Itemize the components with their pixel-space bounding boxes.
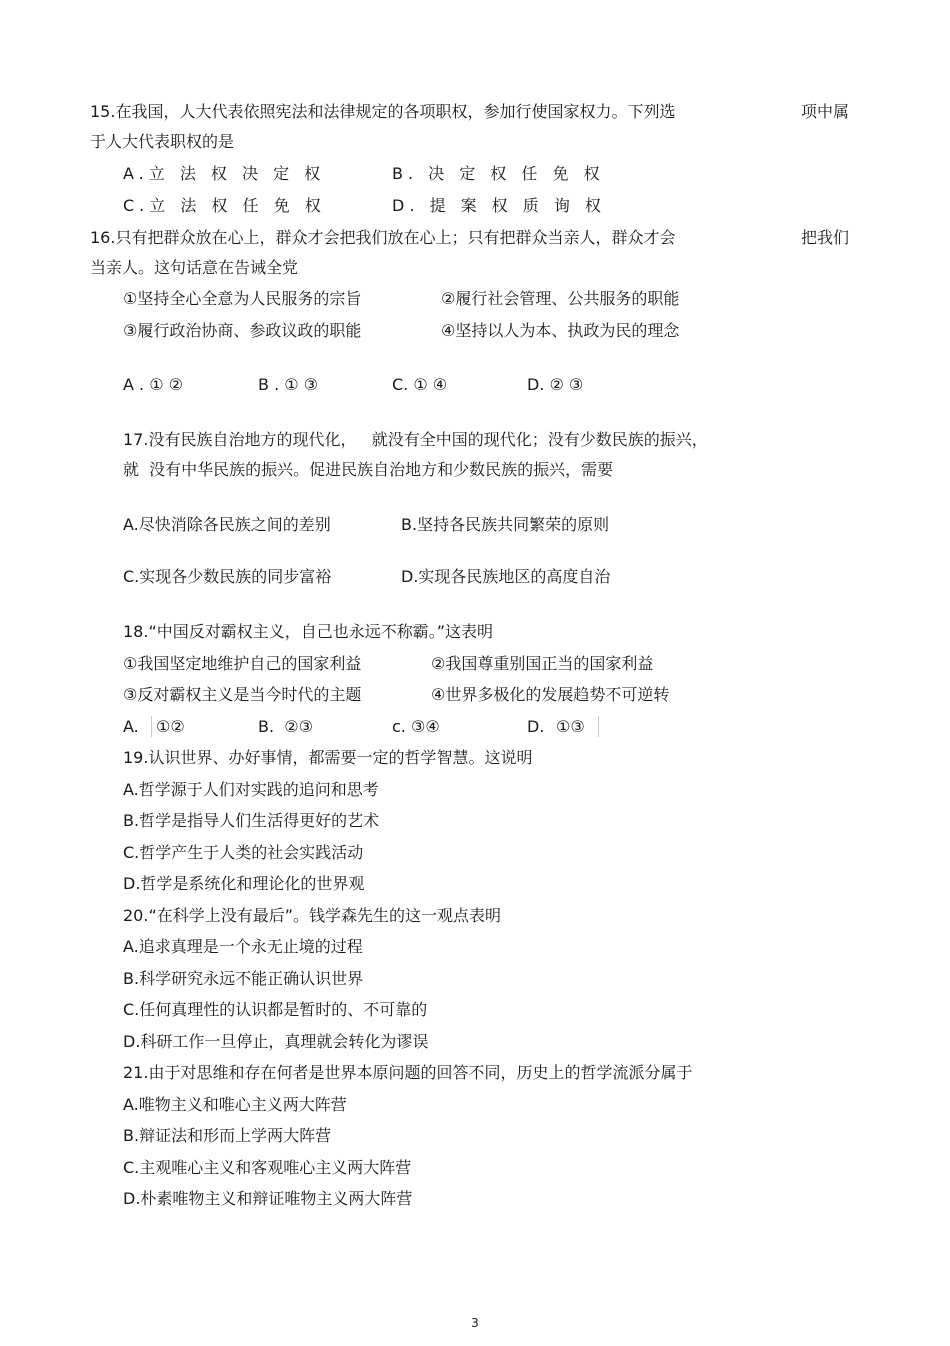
q16-option-d: D. ② ③ xyxy=(527,375,584,394)
q21-option-a: A.唯物主义和唯心主义两大阵营 xyxy=(123,1095,347,1114)
q16-option-b: B . ① ③ xyxy=(258,375,319,394)
q17-option-a: A.尽快消除各民族之间的差别 xyxy=(123,515,331,534)
q16-item-1: ①坚持全心全意为人民服务的宗旨 xyxy=(123,289,362,308)
q18-item-1: ①我国坚定地维护自己的国家利益 xyxy=(123,654,362,673)
q16-stem-line1-end: 把我们 xyxy=(801,228,850,247)
scan-mark xyxy=(151,716,152,737)
q21-stem: 21.由于对思维和存在何者是世界本原问题的回答不同，历史上的哲学流派分属于 xyxy=(123,1063,693,1082)
q19-stem: 19.认识世界、办好事情，都需要一定的哲学智慧。这说明 xyxy=(123,748,533,767)
q15-stem-line1-end: 项中属 xyxy=(801,102,850,121)
scan-mark xyxy=(598,716,599,737)
q20-option-c: C.任何真理性的认识都是暂时的、不可靠的 xyxy=(123,1000,428,1019)
q18-option-a-label: A. xyxy=(123,717,139,736)
q16-item-2: ②履行社会管理、公共服务的职能 xyxy=(441,289,680,308)
q16-option-a: A . ① ② xyxy=(123,375,183,394)
q21-option-c: C.主观唯心主义和客观唯心主义两大阵营 xyxy=(123,1158,412,1177)
q17-stem-line2: 就 没有中华民族的振兴。促进民族自治地方和少数民族的振兴，需要 xyxy=(123,460,614,479)
q18-item-2: ②我国尊重别国正当的国家利益 xyxy=(431,654,654,673)
q19-option-b: B.哲学是指导人们生活得更好的艺术 xyxy=(123,811,380,830)
q19-option-c: C.哲学产生于人类的社会实践活动 xyxy=(123,843,364,862)
q16-option-c: C. ① ④ xyxy=(392,375,448,394)
q17-stem-line1: 17.没有民族自治地方的现代化， 就没有全中国的现代化；没有少数民族的振兴， xyxy=(123,430,708,449)
q15-option-b: B. 决 定 权 任 免 权 xyxy=(392,164,605,183)
q16-item-4: ④坚持以人为本、执政为民的理念 xyxy=(441,321,680,340)
q20-stem: 20.“在科学上没有最后”。钱学森先生的这一观点表明 xyxy=(123,906,502,925)
q18-option-a-value: ①② xyxy=(156,717,185,736)
q19-option-d: D.哲学是系统化和理论化的世界观 xyxy=(123,874,365,893)
q21-option-b: B.辩证法和形而上学两大阵营 xyxy=(123,1126,332,1145)
q15-option-a: A.立 法 权 决 定 权 xyxy=(123,164,326,183)
q18-option-b: B. ②③ xyxy=(258,717,313,736)
q16-stem-line2: 当亲人。这句话意在告诫全党 xyxy=(90,258,299,277)
page-number: 3 xyxy=(471,1316,479,1330)
q18-option-d-value: ①③ xyxy=(556,717,585,736)
q18-option-c: c. ③④ xyxy=(392,717,440,736)
q17-option-d: D.实现各民族地区的高度自治 xyxy=(401,567,611,586)
q20-option-a: A.追求真理是一个永无止境的过程 xyxy=(123,937,363,956)
q16-item-3: ③履行政治协商、参政议政的职能 xyxy=(123,321,362,340)
q20-option-b: B.科学研究永远不能正确认识世界 xyxy=(123,969,364,988)
q17-option-b: B.坚持各民族共同繁荣的原则 xyxy=(401,515,610,534)
q15-option-d: D. 提 案 权 质 询 权 xyxy=(392,196,606,215)
q18-option-d-label: D. xyxy=(527,717,545,736)
q16-stem-line1: 16.只有把群众放在心上，群众才会把我们放在心上；只有把群众当亲人，群众才会 xyxy=(90,228,676,247)
q19-option-a: A.哲学源于人们对实践的追问和思考 xyxy=(123,780,379,799)
q18-stem: 18.“中国反对霸权主义，自己也永远不称霸。”这表明 xyxy=(123,622,494,641)
q15-stem-line2: 于人大代表职权的是 xyxy=(90,132,235,151)
q21-option-d: D.朴素唯物主义和辩证唯物主义两大阵营 xyxy=(123,1189,413,1208)
q20-option-d: D.科研工作一旦停止，真理就会转化为谬误 xyxy=(123,1032,429,1051)
q18-item-4: ④世界多极化的发展趋势不可逆转 xyxy=(431,685,670,704)
q17-option-c: C.实现各少数民族的同步富裕 xyxy=(123,567,332,586)
q18-item-3: ③反对霸权主义是当今时代的主题 xyxy=(123,685,362,704)
q15-option-c: C.立 法 权 任 免 权 xyxy=(123,196,326,215)
q15-stem-line1: 15.在我国，人大代表依照宪法和法律规定的各项职权，参加行使国家权力。下列选 xyxy=(90,102,676,121)
